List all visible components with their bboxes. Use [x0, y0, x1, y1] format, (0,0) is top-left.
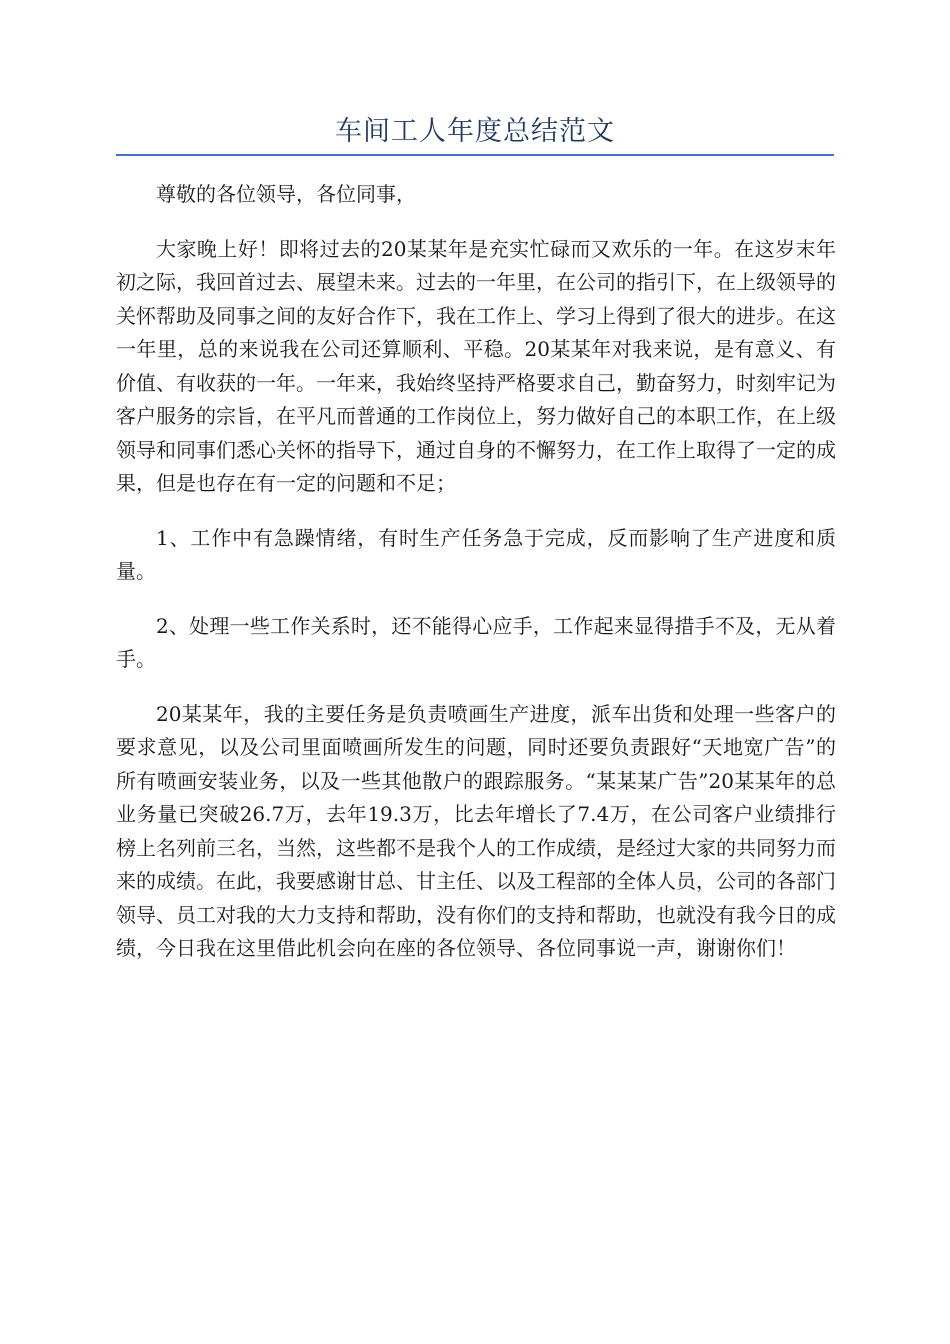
paragraph-salutation: 尊敬的各位领导，各位同事，: [156, 182, 416, 206]
paragraph-issue-1: 1、工作中有急躁情绪，有时生产任务急于完成，反而影响了生产进度和质量。: [116, 525, 836, 583]
title-underline: [116, 154, 834, 156]
document-title: 车间工人年度总结范文: [335, 116, 615, 147]
document-body: [116, 178, 836, 987]
paragraph-intro: 大家晚上好！即将过去的20某某年是充实忙碌而又欢乐的一年。在这岁末年初之际，我回首过去、展望未来。过去的一年里，在公司的指引下，在上级领导的关怀帮助及同事之间的友好合作下，我在工作上、学习上得到了很大的进步。在这一年里，总的来说我在公司还算顺利、平稳。20某某年对我来说，是有意义、有价值、有收获的一年。一年来，我始终坚持严格要求自己，勤奋努力，时刻牢记为客户服务的宗旨，在平凡而普通的工作岗位上，努力做好自己的本职工作，在上级领导和同事们悉心关怀的指导下，通过自身的不懈努力，在工作上取得了一定的成果，但是也存在有一定的问题和不足；: [116, 236, 836, 495]
paragraph-issue-2: 2、处理一些工作关系时，还不能得心应手，工作起来显得措手不及，无从着手。: [116, 613, 836, 671]
paragraph-tasks: 20某某年，我的主要任务是负责喷画生产进度，派车出货和处理一些客户的要求意见，以及公司里面喷画所发生的问题，同时还要负责跟好“天地宽广告”的所有喷画安装业务，以及一些其他散户的跟踪服务。“某某某广告”20某某年的总业务量已突破26.7万，去年19.3万，比去年增长了7.4万，在公司客户业绩排行榜上名列前三名，当然，这些都不是我个人的工作成绩，是经过大家的共同努力而来的成绩。在此，我要感谢甘总、甘主任、以及工程部的全体人员，公司的各部门领导、员工对我的大力支持和帮助，没有你们的支持和帮助，也就没有我今日的成绩，今日我在这里借此机会向在座的各位领导、各位同事说一声，谢谢你们！: [116, 701, 836, 960]
